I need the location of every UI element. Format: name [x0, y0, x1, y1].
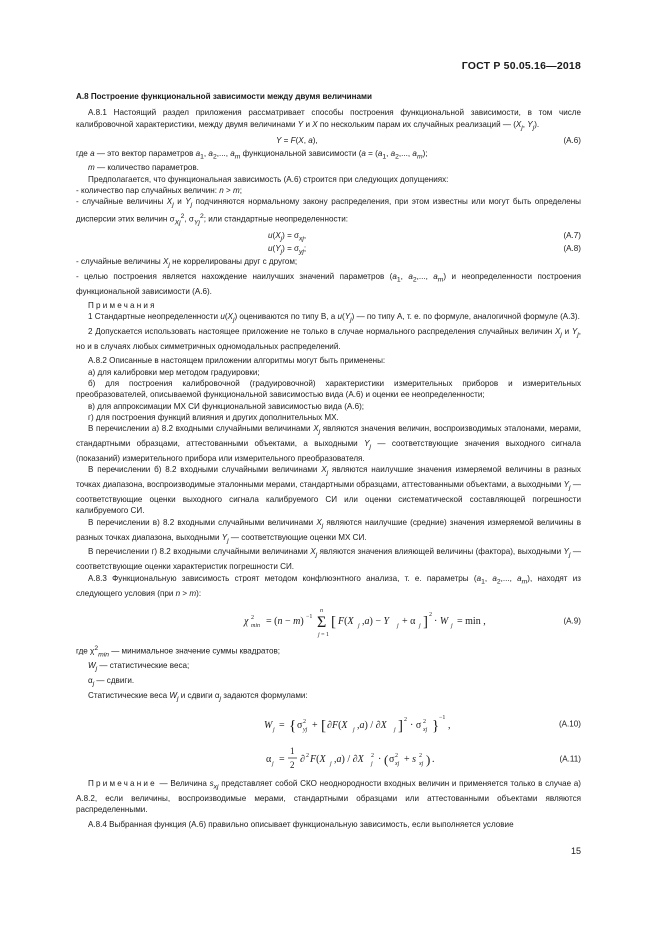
svg-text:j: j	[397, 622, 399, 629]
para-a82: А.8.2 Описанные в настоящем приложении алгоритмы могут быть применены:	[88, 356, 386, 366]
svg-text:= (n − m): = (n − m)	[266, 615, 304, 627]
list-item: - случайные величины $X_j$ и $Y_j$ подчиняются нормальному закону распределения, при этом известны или могут быть определены дисперсии этих величин $\sigma_{Xj}^2$, $\sigma_{Yj}^2$; или стандартные неопределенности:	[76, 197, 581, 227]
svg-text:+ s: + s	[404, 754, 417, 766]
equation-a8: $u(Y_j) = \sigma_{yj}$; (А.8)	[268, 243, 581, 256]
para-chi: где $\chi^2_{min}$ — минимальное значение суммы квадратов;	[76, 644, 280, 659]
para-enum-a: В перечислении а) 8.2 входными случайными величинами $X_j$ являются значения величин, воспроизводимых эталонами, мерами, стандартными образцами, аттестованными объектами, а выходными $Y_j$ — соответствующие значения выходного сигнала (показаний) измерительного прибора или измерительного преобразователя.	[76, 424, 581, 463]
formula-a10	[76, 708, 506, 740]
svg-text:+: +	[312, 720, 318, 732]
list-item: а) для калибровки мер методом градуировки;	[88, 367, 260, 377]
svg-text:[: [	[331, 613, 336, 630]
svg-text:.: .	[432, 754, 435, 766]
svg-text:−1: −1	[306, 613, 313, 620]
svg-text:2: 2	[419, 753, 422, 760]
svg-text:·: ·	[378, 754, 382, 766]
svg-text:j: j	[273, 727, 275, 734]
svg-text:}: }	[432, 718, 440, 735]
svg-text:2: 2	[371, 753, 374, 760]
svg-text:2: 2	[395, 753, 398, 760]
equation-a7: $u(X_j) = \sigma_{xj}$, (А.7)	[268, 230, 581, 243]
equation-a6: Y = F(X, a), (А.6)	[276, 135, 581, 145]
para-alpha: $\alpha_j$ — сдвиги.	[88, 676, 135, 688]
note-sxj: Примечание — Величина $s_{xj}$ представляет собой СКО неоднородности входных величин и применяется только в случае а) А.8.2, если величины, воспроизводимые мерами, стандартными образцами или аттестованными объектами являются распределенными.	[76, 779, 581, 815]
list-item: б) для построения калибровочной (градуировочной) характеристики измерительных приборов и измерительных преобразователей, описываемой функциональной зависимостью вида (А.6) и оценки ее неопределенности;	[76, 378, 581, 400]
equation-a11: α j = 1 2 ∂ 2 F(X j ,a) / ∂X 2 j · ( σ 2 xj + s 2 xj ) . (А.11)	[76, 743, 581, 775]
svg-text:−1: −1	[439, 715, 446, 722]
page-number: 15	[570, 846, 581, 856]
para-a83: А.8.3 Функциональную зависимость строят методом конфлюэнтного анализа, т. е. параметры ($a_1$, $a_2$,..., $a_m$), находят из следующего условия (при n > m):	[76, 573, 581, 598]
svg-text:2: 2	[251, 614, 254, 621]
para-w: $W_j$ — статистические веса;	[88, 661, 190, 674]
svg-text:=: =	[279, 754, 285, 766]
svg-text:· σ: · σ	[410, 720, 422, 732]
svg-text:(: (	[384, 752, 389, 768]
svg-text:xj: xj	[419, 761, 424, 768]
svg-text:2: 2	[404, 717, 407, 724]
svg-text:∂F(X: ∂F(X	[327, 720, 348, 732]
notes-heading: Примечания	[88, 300, 157, 310]
para-a81: А.8.1 Настоящий раздел приложения рассматривает способы построения функциональной зависимости, в том числе калибровочной характеристики, между двумя величинами Y и X по нескольким парам их случайных реализаций — ($X_j$, $Y_j$).	[76, 108, 581, 132]
svg-text:2: 2	[306, 753, 309, 760]
svg-text:j = 1: j = 1	[318, 631, 330, 638]
svg-text:j: j	[394, 727, 396, 734]
svg-text:σ: σ	[389, 754, 395, 766]
svg-text:2: 2	[423, 719, 426, 726]
svg-text:=: =	[279, 720, 285, 732]
page-content	[76, 91, 581, 830]
svg-text:j: j	[353, 727, 355, 734]
formula-a9	[76, 602, 506, 640]
svg-text:∂: ∂	[300, 754, 305, 766]
svg-text:+ α: + α	[402, 615, 416, 627]
svg-text:σ: σ	[297, 720, 303, 732]
para-enum-g: В перечислении г) 8.2 входными случайными величинами $X_j$ являются значения влияющей величины (фактора), выходными $Y_j$ — соответствующие оценки характеристик погрешности СИ.	[76, 547, 581, 572]
svg-text:yj: yj	[303, 727, 308, 734]
para-weights: Статистические веса $W_j$ и сдвиги $\alpha_j$ задаются формулами:	[88, 691, 308, 703]
svg-text:]: ]	[423, 613, 428, 630]
list-item: - количество пар случайных величин: n > m;	[76, 186, 242, 195]
list-item: - случайные величины $X_j$ не коррелированы друг с другом;	[76, 256, 298, 269]
svg-text:,: ,	[448, 720, 451, 732]
formula-a11	[76, 743, 506, 775]
svg-text:]: ]	[398, 718, 403, 735]
equation-a9: χ 2 min = (n − m) −1 Σ n j = 1 [ F(X j ,a) − Y j + α j ] 2 · W j = min , (А.9)	[76, 602, 581, 640]
list-item: в) для аппроксимации МХ СИ функциональной зависимостью вида (А.6);	[88, 401, 365, 411]
svg-text:n: n	[320, 607, 323, 614]
svg-text:F(X: F(X	[338, 615, 354, 627]
svg-text:α: α	[266, 754, 272, 766]
svg-text:,a) − Y: ,a) − Y	[362, 615, 390, 627]
para-a84: А.8.4 Выбранная функция (А.6) правильно описывает функциональную зависимость, если выполняется условие	[88, 819, 514, 829]
svg-text:F(X: F(X	[310, 754, 326, 766]
para-vector: где a — это вектор параметров $a_1$, $a_2$,..., $a_m$ функциональной зависимости ($a = (a_1$, $a_2$,..., $a_m$);	[76, 148, 428, 161]
svg-text:j: j	[358, 622, 360, 629]
svg-text:χ: χ	[244, 615, 249, 627]
svg-text:xj: xj	[423, 727, 428, 734]
svg-text:j: j	[371, 761, 373, 768]
svg-text:): )	[426, 752, 431, 768]
para-m: m — количество параметров.	[88, 163, 199, 173]
para-enum-b: В перечислении б) 8.2 входными случайными величинами $X_j$ являются наилучшие значения измеряемой величины в разных точках диапазона, воспроизводимые эталонными мерами, стандартными образцами, аттестованными объектами, а выходными $Y_j$ — соответствующие оценки выходного сигнала калибруемого СИ или оценки систематической составляющей погрешности калибруемого СИ.	[76, 465, 581, 516]
para-assume: Предполагается, что функциональная зависимость (А.6) строится при следующих допущениях:	[88, 174, 449, 184]
svg-text:j: j	[272, 761, 274, 768]
document-header: ГОСТ Р 50.05.16—2018	[461, 60, 581, 72]
section-title: А.8 Построение функциональной зависимости между двумя величинами	[76, 92, 372, 101]
list-item: г) для построения функций влияния и других дополнительных МХ.	[88, 412, 339, 422]
svg-text:,a) / ∂X: ,a) / ∂X	[334, 754, 364, 766]
list-item: - целью построения является нахождение наилучших значений параметров ($a_1$, $a_2$,..., $a_m$) и неопределенности построения функциональной зависимости (А.6).	[76, 271, 581, 296]
svg-text:[: [	[321, 718, 326, 735]
svg-text:2: 2	[303, 719, 306, 726]
svg-text:,a) / ∂X: ,a) / ∂X	[357, 720, 387, 732]
svg-text:1: 1	[290, 746, 295, 757]
note-2: 2 Допускается использовать настоящее приложение не только в случае нормального распределения случайных величин $X_j$ и $Y_j$, но и в случаях любых симметричных одномодальных распределений.	[76, 327, 581, 352]
svg-text:W: W	[264, 720, 273, 732]
equation-number: (А.6)	[563, 135, 581, 145]
svg-text:j: j	[330, 761, 332, 768]
equation-a10: W j = { σ 2 yj + [ ∂F(X j ,a) / ∂X j ] 2 · σ 2 xj } −1 , (А.10)	[76, 708, 581, 740]
svg-text:2: 2	[290, 760, 295, 771]
svg-text:j: j	[451, 622, 453, 629]
svg-text:min: min	[251, 622, 260, 629]
para-enum-v: В перечислении в) 8.2 входными случайными величинами $X_j$ являются наилучшие (средние) значения измеряемой величины в разных точках диапазона, выходными $Y_j$ — соответствующие оценки МХ СИ.	[76, 517, 581, 545]
svg-text:{: {	[289, 718, 297, 735]
svg-text:j: j	[419, 622, 421, 629]
svg-text:2: 2	[429, 611, 432, 618]
svg-text:= min ,: = min ,	[457, 615, 486, 627]
svg-text:· W: · W	[434, 615, 449, 627]
note-1: 1 Стандартные неопределенности $u(X_j)$ оцениваются по типу B, а $u(Y_j)$ — по типу A, т. е. по формуле, аналогичной формуле (А.3).	[88, 312, 580, 324]
svg-text:Σ: Σ	[317, 613, 327, 631]
svg-text:xj: xj	[395, 761, 400, 768]
